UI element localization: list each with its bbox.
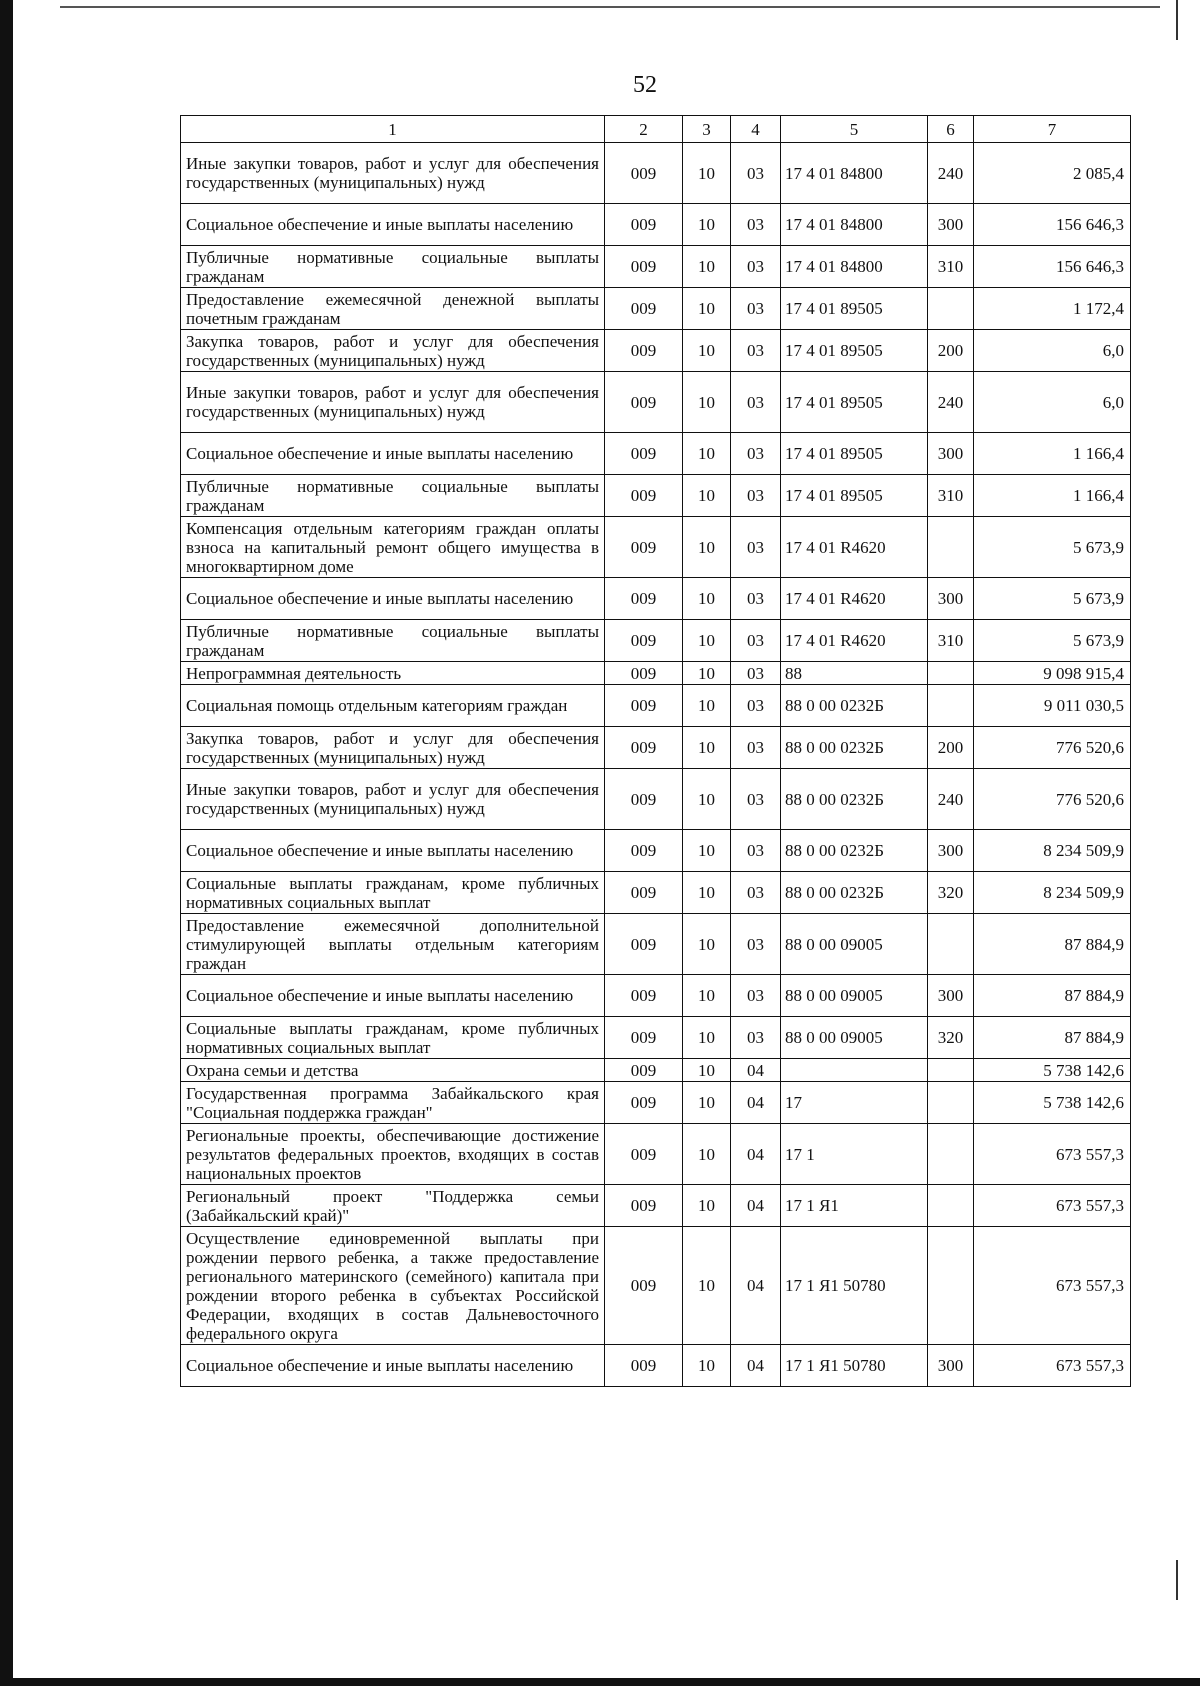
section-code-cell: 10	[683, 1227, 731, 1345]
amount-cell: 673 557,3	[974, 1345, 1131, 1387]
admin-code-cell: 009	[605, 1124, 683, 1185]
expense-type-cell: 300	[928, 1345, 974, 1387]
budget-table	[180, 115, 1131, 1387]
expense-type-cell	[928, 662, 974, 685]
admin-code-cell: 009	[605, 1017, 683, 1059]
admin-code-cell: 009	[605, 143, 683, 204]
section-code-cell: 10	[683, 975, 731, 1017]
row-name-cell: Закупка товаров, работ и услуг для обеспечения государственных (муниципальных) нужд	[181, 330, 605, 372]
expense-type-cell: 300	[928, 975, 974, 1017]
section-code-cell: 10	[683, 1017, 731, 1059]
row-name-cell: Социальное обеспечение и иные выплаты населению	[181, 204, 605, 246]
row-name-cell: Социальное обеспечение и иные выплаты населению	[181, 830, 605, 872]
row-name-cell: Иные закупки товаров, работ и услуг для обеспечения государственных (муниципальных) нужд	[181, 769, 605, 830]
admin-code-cell: 009	[605, 433, 683, 475]
amount-cell: 87 884,9	[974, 1017, 1131, 1059]
target-article-cell: 17 1	[781, 1124, 928, 1185]
admin-code-cell: 009	[605, 620, 683, 662]
table-row	[181, 204, 1131, 246]
table-row	[181, 143, 1131, 204]
table-row	[181, 662, 1131, 685]
section-code-cell: 10	[683, 1124, 731, 1185]
scan-mark-top-right	[1176, 0, 1178, 40]
admin-code-cell: 009	[605, 727, 683, 769]
table-row	[181, 517, 1131, 578]
amount-cell: 6,0	[974, 330, 1131, 372]
subsection-code-cell: 04	[731, 1124, 781, 1185]
admin-code-cell: 009	[605, 1185, 683, 1227]
subsection-code-cell: 03	[731, 433, 781, 475]
section-code-cell: 10	[683, 246, 731, 288]
admin-code-cell: 009	[605, 288, 683, 330]
target-article-cell: 17 4 01 89505	[781, 475, 928, 517]
table-row	[181, 1124, 1131, 1185]
subsection-code-cell: 04	[731, 1059, 781, 1082]
target-article-cell: 17 4 01 89505	[781, 372, 928, 433]
target-article-cell: 17 4 01 89505	[781, 433, 928, 475]
admin-code-cell: 009	[605, 1227, 683, 1345]
amount-cell: 1 172,4	[974, 288, 1131, 330]
scan-edge-top	[60, 6, 1160, 8]
amount-cell: 673 557,3	[974, 1227, 1131, 1345]
section-code-cell: 10	[683, 914, 731, 975]
expense-type-cell: 200	[928, 330, 974, 372]
subsection-code-cell: 03	[731, 475, 781, 517]
row-name-cell: Государственная программа Забайкальского края "Социальная поддержка граждан"	[181, 1082, 605, 1124]
column-header: 4	[731, 116, 781, 143]
section-code-cell: 10	[683, 872, 731, 914]
column-header: 2	[605, 116, 683, 143]
amount-cell: 9 011 030,5	[974, 685, 1131, 727]
amount-cell: 673 557,3	[974, 1185, 1131, 1227]
amount-cell: 9 098 915,4	[974, 662, 1131, 685]
column-header: 5	[781, 116, 928, 143]
amount-cell: 1 166,4	[974, 433, 1131, 475]
section-code-cell: 10	[683, 1059, 731, 1082]
scan-mark-bottom-right	[1176, 1560, 1178, 1600]
expense-type-cell	[928, 914, 974, 975]
expense-type-cell: 300	[928, 433, 974, 475]
expense-type-cell	[928, 1124, 974, 1185]
table-row	[181, 1185, 1131, 1227]
target-article-cell: 17	[781, 1082, 928, 1124]
subsection-code-cell: 03	[731, 288, 781, 330]
amount-cell: 776 520,6	[974, 769, 1131, 830]
table-row	[181, 330, 1131, 372]
target-article-cell: 17 4 01 89505	[781, 330, 928, 372]
admin-code-cell: 009	[605, 685, 683, 727]
section-code-cell: 10	[683, 769, 731, 830]
subsection-code-cell: 03	[731, 662, 781, 685]
admin-code-cell: 009	[605, 330, 683, 372]
expense-type-cell	[928, 517, 974, 578]
section-code-cell: 10	[683, 685, 731, 727]
target-article-cell: 17 4 01 84800	[781, 204, 928, 246]
row-name-cell: Социальное обеспечение и иные выплаты населению	[181, 578, 605, 620]
expense-type-cell: 240	[928, 143, 974, 204]
target-article-cell: 88 0 00 09005	[781, 1017, 928, 1059]
expense-type-cell: 240	[928, 769, 974, 830]
amount-cell: 5 738 142,6	[974, 1082, 1131, 1124]
admin-code-cell: 009	[605, 578, 683, 620]
page-number: 52	[633, 72, 657, 98]
amount-cell: 6,0	[974, 372, 1131, 433]
target-article-cell: 88 0 00 0232Б	[781, 685, 928, 727]
column-header: 7	[974, 116, 1131, 143]
expense-type-cell: 310	[928, 246, 974, 288]
table-row	[181, 620, 1131, 662]
target-article-cell: 88 0 00 09005	[781, 914, 928, 975]
admin-code-cell: 009	[605, 1059, 683, 1082]
section-code-cell: 10	[683, 517, 731, 578]
target-article-cell: 88 0 00 09005	[781, 975, 928, 1017]
amount-cell: 87 884,9	[974, 975, 1131, 1017]
expense-type-cell: 200	[928, 727, 974, 769]
table-row	[181, 288, 1131, 330]
admin-code-cell: 009	[605, 872, 683, 914]
table-row	[181, 830, 1131, 872]
subsection-code-cell: 03	[731, 517, 781, 578]
subsection-code-cell: 03	[731, 1017, 781, 1059]
subsection-code-cell: 03	[731, 914, 781, 975]
column-header: 3	[683, 116, 731, 143]
section-code-cell: 10	[683, 1345, 731, 1387]
admin-code-cell: 009	[605, 830, 683, 872]
target-article-cell: 88	[781, 662, 928, 685]
section-code-cell: 10	[683, 330, 731, 372]
expense-type-cell	[928, 1185, 974, 1227]
row-name-cell: Иные закупки товаров, работ и услуг для обеспечения государственных (муниципальных) нужд	[181, 143, 605, 204]
admin-code-cell: 009	[605, 975, 683, 1017]
subsection-code-cell: 03	[731, 143, 781, 204]
expense-type-cell: 320	[928, 872, 974, 914]
amount-cell: 5 673,9	[974, 578, 1131, 620]
admin-code-cell: 009	[605, 204, 683, 246]
expense-type-cell: 300	[928, 830, 974, 872]
amount-cell: 5 673,9	[974, 517, 1131, 578]
table-row	[181, 727, 1131, 769]
expense-type-cell	[928, 1227, 974, 1345]
admin-code-cell: 009	[605, 517, 683, 578]
expense-type-cell	[928, 1082, 974, 1124]
table-row	[181, 914, 1131, 975]
table-row	[181, 372, 1131, 433]
subsection-code-cell: 04	[731, 1345, 781, 1387]
section-code-cell: 10	[683, 143, 731, 204]
target-article-cell: 17 1 Я1 50780	[781, 1345, 928, 1387]
table-row	[181, 246, 1131, 288]
scan-edge-left	[0, 0, 13, 1686]
scan-edge-bottom	[0, 1678, 1200, 1686]
subsection-code-cell: 03	[731, 769, 781, 830]
row-name-cell: Социальное обеспечение и иные выплаты населению	[181, 1345, 605, 1387]
row-name-cell: Компенсация отдельным категориям граждан оплаты взноса на капитальный ремонт общего имущества в многоквартирном доме	[181, 517, 605, 578]
section-code-cell: 10	[683, 727, 731, 769]
amount-cell: 8 234 509,9	[974, 872, 1131, 914]
subsection-code-cell: 03	[731, 204, 781, 246]
target-article-cell: 17 1 Я1	[781, 1185, 928, 1227]
target-article-cell: 88 0 00 0232Б	[781, 830, 928, 872]
row-name-cell: Социальные выплаты гражданам, кроме публичных нормативных социальных выплат	[181, 872, 605, 914]
row-name-cell: Закупка товаров, работ и услуг для обеспечения государственных (муниципальных) нужд	[181, 727, 605, 769]
section-code-cell: 10	[683, 620, 731, 662]
amount-cell: 87 884,9	[974, 914, 1131, 975]
row-name-cell: Предоставление ежемесячной дополнительной стимулирующей выплаты отдельным категориям граждан	[181, 914, 605, 975]
table-row	[181, 975, 1131, 1017]
row-name-cell: Непрограммная деятельность	[181, 662, 605, 685]
table-body	[181, 143, 1131, 1387]
row-name-cell: Охрана семьи и детства	[181, 1059, 605, 1082]
table-row	[181, 872, 1131, 914]
admin-code-cell: 009	[605, 372, 683, 433]
admin-code-cell: 009	[605, 1082, 683, 1124]
table-row	[181, 1082, 1131, 1124]
table-row	[181, 1345, 1131, 1387]
row-name-cell: Иные закупки товаров, работ и услуг для обеспечения государственных (муниципальных) нужд	[181, 372, 605, 433]
subsection-code-cell: 04	[731, 1082, 781, 1124]
subsection-code-cell: 03	[731, 685, 781, 727]
row-name-cell: Публичные нормативные социальные выплаты гражданам	[181, 475, 605, 517]
target-article-cell: 88 0 00 0232Б	[781, 769, 928, 830]
target-article-cell: 88 0 00 0232Б	[781, 872, 928, 914]
expense-type-cell: 300	[928, 578, 974, 620]
expense-type-cell	[928, 1059, 974, 1082]
subsection-code-cell: 03	[731, 246, 781, 288]
amount-cell: 1 166,4	[974, 475, 1131, 517]
expense-type-cell: 310	[928, 620, 974, 662]
target-article-cell: 17 4 01 89505	[781, 288, 928, 330]
row-name-cell: Осуществление единовременной выплаты при рождении первого ребенка, а также предоставление регионального материнского (семейного) капитала при рождении второго ребенка в субъектах Российской Федерации, входящих в состав Дальневосточного федерального округа	[181, 1227, 605, 1345]
target-article-cell: 17 4 01 84800	[781, 143, 928, 204]
table-header-row	[181, 116, 1131, 143]
amount-cell: 2 085,4	[974, 143, 1131, 204]
table-row	[181, 685, 1131, 727]
expense-type-cell: 240	[928, 372, 974, 433]
section-code-cell: 10	[683, 433, 731, 475]
amount-cell: 156 646,3	[974, 204, 1131, 246]
expense-type-cell	[928, 685, 974, 727]
row-name-cell: Предоставление ежемесячной денежной выплаты почетным гражданам	[181, 288, 605, 330]
section-code-cell: 10	[683, 830, 731, 872]
expense-type-cell	[928, 288, 974, 330]
amount-cell: 5 738 142,6	[974, 1059, 1131, 1082]
row-name-cell: Публичные нормативные социальные выплаты гражданам	[181, 620, 605, 662]
subsection-code-cell: 03	[731, 830, 781, 872]
section-code-cell: 10	[683, 1082, 731, 1124]
subsection-code-cell: 04	[731, 1185, 781, 1227]
table-row	[181, 1059, 1131, 1082]
admin-code-cell: 009	[605, 246, 683, 288]
admin-code-cell: 009	[605, 769, 683, 830]
row-name-cell: Социальная помощь отдельным категориям граждан	[181, 685, 605, 727]
table-row	[181, 433, 1131, 475]
subsection-code-cell: 03	[731, 620, 781, 662]
row-name-cell: Социальное обеспечение и иные выплаты населению	[181, 975, 605, 1017]
section-code-cell: 10	[683, 1185, 731, 1227]
section-code-cell: 10	[683, 662, 731, 685]
table-row	[181, 769, 1131, 830]
expense-type-cell: 310	[928, 475, 974, 517]
row-name-cell: Региональные проекты, обеспечивающие достижение результатов федеральных проектов, входящих в состав национальных проектов	[181, 1124, 605, 1185]
subsection-code-cell: 04	[731, 1227, 781, 1345]
table-row	[181, 578, 1131, 620]
amount-cell: 5 673,9	[974, 620, 1131, 662]
expense-type-cell: 320	[928, 1017, 974, 1059]
section-code-cell: 10	[683, 288, 731, 330]
subsection-code-cell: 03	[731, 330, 781, 372]
target-article-cell: 17 1 Я1 50780	[781, 1227, 928, 1345]
admin-code-cell: 009	[605, 662, 683, 685]
section-code-cell: 10	[683, 475, 731, 517]
amount-cell: 156 646,3	[974, 246, 1131, 288]
subsection-code-cell: 03	[731, 727, 781, 769]
subsection-code-cell: 03	[731, 578, 781, 620]
admin-code-cell: 009	[605, 1345, 683, 1387]
subsection-code-cell: 03	[731, 372, 781, 433]
admin-code-cell: 009	[605, 475, 683, 517]
row-name-cell: Публичные нормативные социальные выплаты гражданам	[181, 246, 605, 288]
admin-code-cell: 009	[605, 914, 683, 975]
column-header: 1	[181, 116, 605, 143]
target-article-cell: 17 4 01 R4620	[781, 620, 928, 662]
subsection-code-cell: 03	[731, 975, 781, 1017]
section-code-cell: 10	[683, 204, 731, 246]
subsection-code-cell: 03	[731, 872, 781, 914]
target-article-cell: 17 4 01 R4620	[781, 517, 928, 578]
section-code-cell: 10	[683, 578, 731, 620]
target-article-cell: 88 0 00 0232Б	[781, 727, 928, 769]
amount-cell: 776 520,6	[974, 727, 1131, 769]
target-article-cell: 17 4 01 84800	[781, 246, 928, 288]
section-code-cell: 10	[683, 372, 731, 433]
table-row	[181, 475, 1131, 517]
table-row	[181, 1227, 1131, 1345]
amount-cell: 8 234 509,9	[974, 830, 1131, 872]
target-article-cell: 17 4 01 R4620	[781, 578, 928, 620]
expense-type-cell: 300	[928, 204, 974, 246]
target-article-cell	[781, 1059, 928, 1082]
column-header: 6	[928, 116, 974, 143]
table-row	[181, 1017, 1131, 1059]
row-name-cell: Региональный проект "Поддержка семьи (Забайкальский край)"	[181, 1185, 605, 1227]
row-name-cell: Социальные выплаты гражданам, кроме публичных нормативных социальных выплат	[181, 1017, 605, 1059]
row-name-cell: Социальное обеспечение и иные выплаты населению	[181, 433, 605, 475]
amount-cell: 673 557,3	[974, 1124, 1131, 1185]
